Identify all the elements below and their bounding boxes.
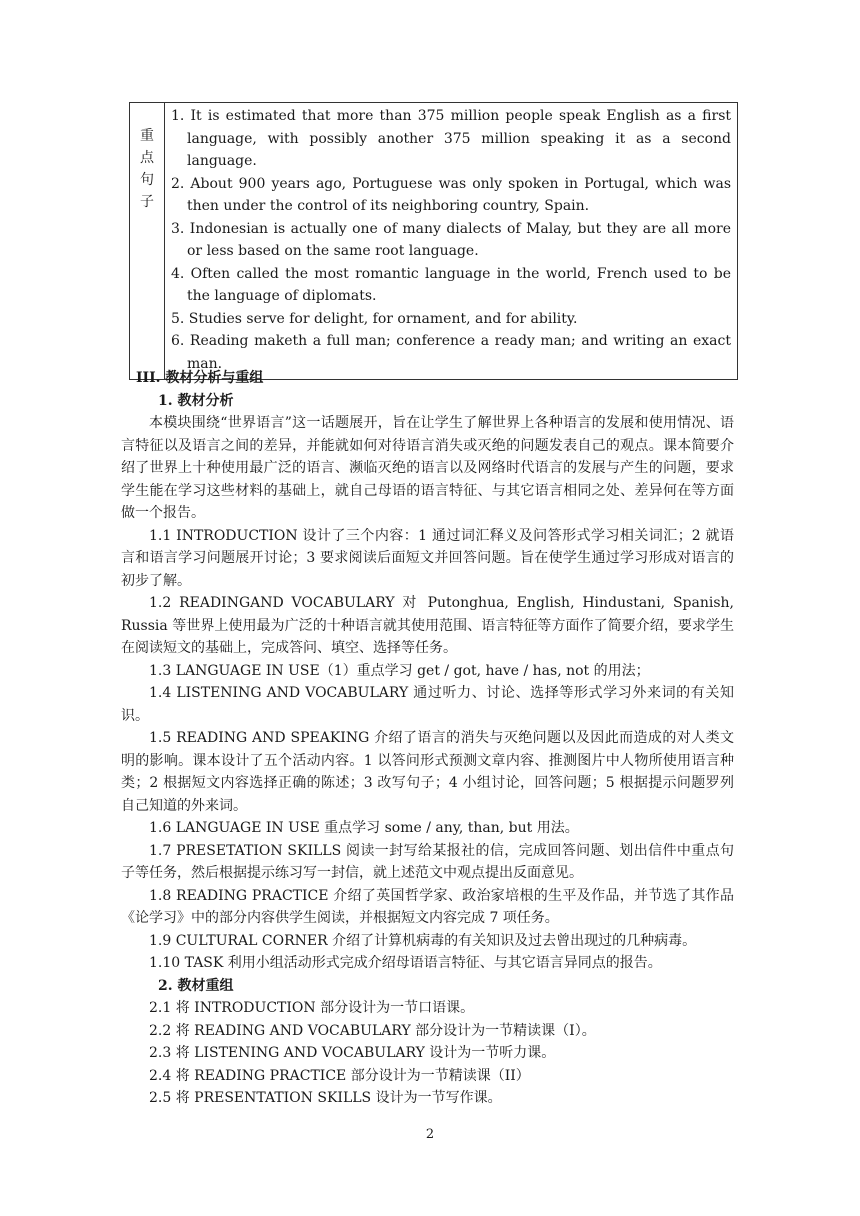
analysis-item: 1.7 PRESETATION SKILLS 阅读一封写给某报社的信，完成回答问题、划出信件中重点句子等任务，然后根据提示练习写一封信，就上述范文中观点提出反面意见。: [121, 842, 734, 881]
table-content-cell: [165, 103, 738, 380]
key-sentence: 6. Reading maketh a full man; conference a ready man; and writing an exact man.: [171, 333, 731, 372]
key-sentence: 3. Indonesian is actually one of many dialects of Malay, but they are all more or less based on the same root language.: [171, 220, 731, 259]
table-label-cell: [130, 103, 165, 380]
page-number: 2: [425, 1127, 435, 1142]
subsection-heading-reorg: 2. 教材重组: [158, 977, 234, 994]
analysis-item: 1.8 READING PRACTICE 介绍了英国哲学家、政治家培根的生平及作品，并节选了其作品《论学习》中的部分内容供学生阅读，并根据短文内容完成 7 项任务。: [121, 887, 734, 926]
subsection-heading-analysis: 1. 教材分析: [158, 392, 234, 409]
key-sentence: 5. Studies serve for delight, for ornament, and for ability.: [171, 310, 578, 327]
key-sentence: 2. About 900 years ago, Portuguese was only spoken in Portugal, which was then under the control of its neighboring country, Spain.: [171, 175, 731, 214]
key-sentences-table: [129, 102, 738, 380]
label-char: 句: [140, 172, 154, 188]
analysis-item: 1.9 CULTURAL CORNER 介绍了计算机病毒的有关知识及过去曾出现过的几种病毒。: [149, 932, 697, 949]
reorg-item: 2.4 将 READING PRACTICE 部分设计为一节精读课（II）: [149, 1067, 530, 1084]
reorg-item: 2.1 将 INTRODUCTION 部分设计为一节口语课。: [149, 1000, 475, 1016]
label-char: 重: [140, 128, 154, 144]
intro-paragraph: 本模块围绕“世界语言”这一话题展开，旨在让学生了解世界上各种语言的发展和使用情况、语言特征以及语言之间的差异，并能就如何对待语言消失或灭绝的问题发表自己的观点。课本简要介绍了世界上十种使用最广泛的语言、濒临灭绝的语言以及网络时代语言的发展与产生的问题，要求学生能在学习这些材料的基础上，就自己母语的语言特征、与其它语言相同之处、差异何在等方面做一个报告。: [121, 415, 734, 521]
label-char: 点: [140, 150, 154, 166]
analysis-item: 1.4 LISTENING AND VOCABULARY 通过听力、讨论、选择等形式学习外来词的有关知识。: [121, 685, 734, 724]
analysis-item: 1.2 READINGAND VOCABULARY 对 Putonghua, English, Hindustani, Spanish, Russia 等世界上使用最为广泛的十种语言就其使用范围、语言特征等方面作了简要介绍，要求学生在阅读短文的基础上，完成答问、填空、选择等任务。: [121, 595, 734, 656]
analysis-item: 1.3 LANGUAGE IN USE（1）重点学习 get / got, have / has, not 的用法；: [149, 662, 650, 679]
reorg-item: 2.5 将 PRESENTATION SKILLS 设计为一节写作课。: [149, 1090, 502, 1106]
analysis-item: 1.6 LANGUAGE IN USE 重点学习 some / any, than, but 用法。: [149, 820, 579, 836]
section-body: [121, 367, 734, 1110]
key-sentence-list: [171, 105, 731, 375]
key-sentence: 4. Often called the most romantic language in the world, French used to be the language of diplomats.: [171, 265, 731, 304]
label-char: 子: [140, 194, 154, 210]
section-heading: III. 教材分析与重组: [136, 370, 264, 386]
reorg-item: 2.3 将 LISTENING AND VOCABULARY 设计为一节听力课。: [149, 1045, 556, 1061]
reorg-item: 2.2 将 READING AND VOCABULARY 部分设计为一节精读课（I）。: [149, 1022, 596, 1039]
analysis-item: 1.5 READING AND SPEAKING 介绍了语言的消失与灭绝问题以及因此而造成的对人类文明的影响。课本设计了五个活动内容。1 以答问形式预测文章内容、推测图片中人物所使用语言种类；2 根据短文内容选择正确的陈述；3 改写句子；4 小组讨论，回答问题；5 根据提示问题罗列自己知道的外来词。: [121, 730, 734, 814]
key-sentence: 1. It is estimated that more than 375 million people speak English as a first language, with possibly another 375 million speaking it as a second language.: [171, 108, 731, 169]
analysis-item: 1.10 TASK 利用小组活动形式完成介绍母语语言特征、与其它语言异同点的报告。: [149, 955, 662, 971]
analysis-item: 1.1 INTRODUCTION 设计了三个内容：1 通过词汇释义及问答形式学习相关词汇；2 就语言和语言学习问题展开讨论；3 要求阅读后面短文并回答问题。旨在使学生通过学习形成对语言的初步了解。: [121, 527, 734, 589]
